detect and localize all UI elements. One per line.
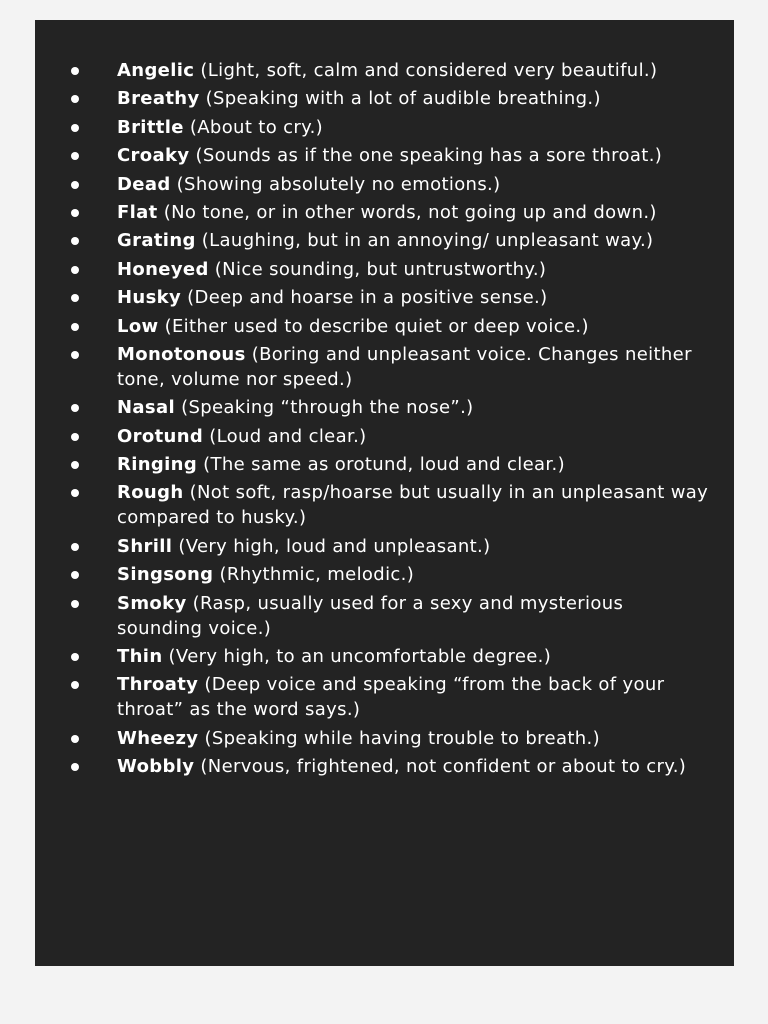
bullet-icon	[71, 294, 79, 302]
list-item	[35, 395, 734, 420]
list-item	[35, 115, 734, 140]
list-item	[35, 644, 734, 669]
item-description: (Nervous, frightened, not confident or about to cry.)	[194, 756, 687, 778]
item-term: Breathy	[117, 88, 200, 110]
item-term: Nasal	[117, 397, 175, 419]
item-description: (Rhythmic, melodic.)	[213, 564, 415, 586]
list-item	[35, 314, 734, 339]
item-description: (Not soft, rasp/hoarse but usually in an unpleasant way compared to husky.)	[117, 482, 709, 529]
list-item	[35, 172, 734, 197]
item-description: (Either used to describe quiet or deep voice.)	[158, 315, 589, 337]
list-item	[35, 754, 734, 779]
item-description: (Deep and hoarse in a positive sense.)	[181, 287, 548, 309]
list-item	[35, 424, 734, 449]
list-item	[35, 86, 734, 111]
item-description: (Boring and unpleasant voice. Changes neither tone, volume nor speed.)	[117, 343, 692, 390]
bullet-icon	[71, 124, 79, 132]
item-term: Grating	[117, 230, 196, 252]
bullet-icon	[71, 404, 79, 412]
list-item	[35, 285, 734, 310]
list-item	[35, 562, 734, 587]
item-term: Flat	[117, 201, 158, 223]
bullet-icon	[71, 763, 79, 771]
item-term: Throaty	[117, 674, 199, 696]
bullet-icon	[71, 461, 79, 469]
item-term: Angelic	[117, 60, 195, 81]
item-term: Low	[117, 315, 159, 337]
list-item	[35, 534, 734, 559]
item-term: Brittle	[117, 116, 184, 138]
item-term: Croaky	[117, 145, 190, 167]
item-description: (Loud and clear.)	[203, 425, 367, 447]
item-description: (Speaking with a lot of audible breathing.)	[199, 88, 601, 110]
bullet-icon	[71, 433, 79, 441]
bullet-icon	[71, 543, 79, 551]
item-description: (Nice sounding, but untrustworthy.)	[208, 258, 547, 280]
bullet-icon	[71, 600, 79, 608]
item-term: Monotonous	[117, 343, 246, 365]
item-description: (Sounds as if the one speaking has a sore throat.)	[189, 145, 663, 167]
list-item	[35, 257, 734, 282]
item-term: Wobbly	[117, 756, 195, 778]
list-item	[35, 672, 734, 722]
bullet-icon	[71, 735, 79, 743]
bullet-icon	[71, 266, 79, 274]
item-term: Thin	[117, 646, 163, 668]
item-description: (Speaking “through the nose”.)	[175, 397, 474, 419]
item-description: (Very high, loud and unpleasant.)	[172, 535, 491, 557]
list-item	[35, 228, 734, 253]
bullet-icon	[71, 681, 79, 689]
bullet-icon	[71, 653, 79, 661]
item-description: (No tone, or in other words, not going up and down.)	[157, 201, 657, 223]
bullet-icon	[71, 95, 79, 103]
item-term: Ringing	[117, 454, 198, 476]
item-description: (Showing absolutely no emotions.)	[170, 173, 501, 195]
item-description: (Rasp, usually used for a sexy and mysterious sounding voice.)	[117, 592, 624, 639]
item-description: (Deep voice and speaking “from the back of your throat” as the word says.)	[117, 674, 665, 721]
list-item	[35, 58, 734, 83]
item-term: Orotund	[117, 425, 204, 447]
list-item	[35, 726, 734, 751]
item-term: Wheezy	[117, 727, 199, 749]
bullet-icon	[71, 323, 79, 331]
list-item	[35, 200, 734, 225]
bullet-icon	[71, 237, 79, 245]
item-description: (Speaking while having trouble to breath.)	[198, 727, 600, 749]
bullet-icon	[71, 489, 79, 497]
item-description: (About to cry.)	[183, 116, 324, 138]
voice-description-list	[35, 58, 734, 783]
bullet-icon	[71, 571, 79, 579]
item-description: (The same as orotund, loud and clear.)	[197, 454, 565, 476]
list-item	[35, 342, 734, 392]
bullet-icon	[71, 209, 79, 217]
bullet-icon	[71, 152, 79, 160]
item-description: (Very high, to an uncomfortable degree.)	[162, 646, 552, 668]
list-item	[35, 591, 734, 641]
item-term: Dead	[117, 173, 171, 195]
list-item	[35, 143, 734, 168]
item-term: Honeyed	[117, 258, 209, 280]
bullet-icon	[71, 181, 79, 189]
item-term: Husky	[117, 287, 182, 309]
list-item	[35, 480, 734, 530]
item-description: (Laughing, but in an annoying/ unpleasant way.)	[195, 230, 654, 252]
voice-descriptions-panel	[35, 20, 734, 966]
bullet-icon	[71, 67, 79, 75]
item-description: (Light, soft, calm and considered very beautiful.)	[194, 60, 658, 81]
list-item	[35, 452, 734, 477]
item-term: Rough	[117, 482, 184, 504]
item-term: Smoky	[117, 592, 187, 614]
item-term: Singsong	[117, 564, 214, 586]
bullet-icon	[71, 351, 79, 359]
item-term: Shrill	[117, 535, 173, 557]
